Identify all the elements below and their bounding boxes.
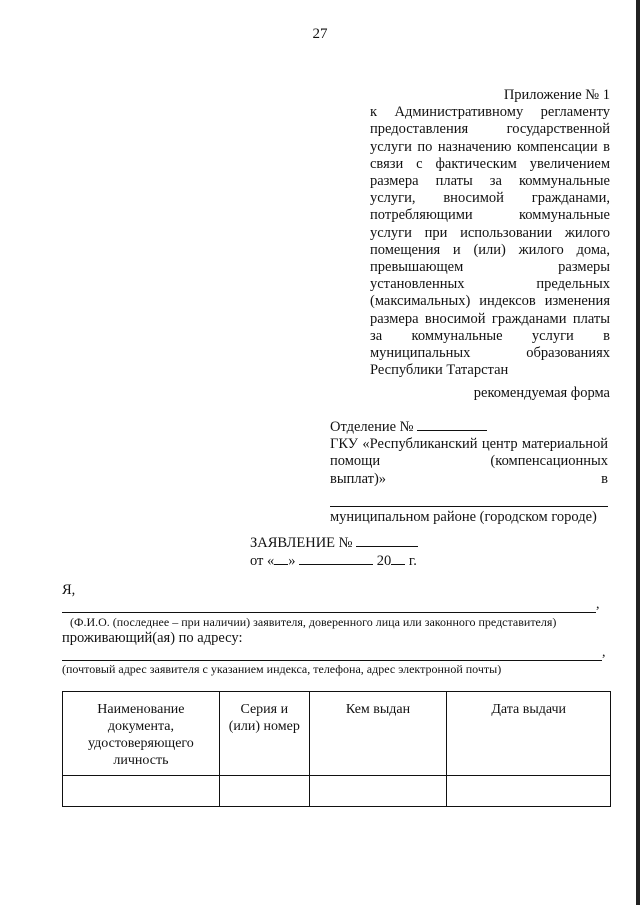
header-issue-date: Дата выдачи (447, 692, 611, 776)
cell-issued-by[interactable] (309, 776, 447, 807)
district-label: муниципальном районе (городском городе) (330, 508, 597, 525)
fio-comma: , (596, 597, 600, 612)
statement-title-row (250, 534, 418, 552)
header-series-number: Серия и (или) номер (219, 692, 309, 776)
address-caption: (почтовый адрес заявителя с указанием индекса, телефона, адрес электронной почты) (62, 662, 502, 676)
identity-document-table (62, 691, 611, 807)
page-edge-scan-line (636, 0, 640, 905)
department-prefix: Отделение № (330, 419, 414, 435)
department-number-row (330, 418, 608, 436)
cell-document-name[interactable] (63, 776, 220, 807)
date-day-field[interactable] (274, 552, 288, 565)
address-comma: , (602, 645, 606, 660)
appendix-body: к Административному регламенту предоставления государственной услуги по назначению компенсации в связи с фактическим увеличением размера платы за коммунальные услуги, вносимой гражданами, потребляющими коммунальные услуги при использовании жилого помещения и (или) жилого дома, превышающем размеры установленных предельных (максимальных) индексов изменения размера вносимой гражданами платы за коммунальные услуги в муниципальных образованиях Республики Татарстан (370, 104, 610, 379)
date-close-quote: » (288, 553, 296, 569)
recommended-form-note: рекомендуемая форма (473, 385, 610, 401)
date-year-field[interactable] (391, 552, 405, 565)
cell-series-number[interactable] (219, 776, 309, 807)
department-name-end (330, 471, 608, 488)
header-issued-by: Кем выдан (309, 692, 447, 776)
applicant-fio-field[interactable] (62, 600, 596, 613)
table-header-row (63, 692, 611, 776)
statement-number-field[interactable] (356, 534, 418, 547)
address-label: проживающий(ая) по адресу: (62, 630, 243, 646)
date-month-field[interactable] (299, 552, 373, 565)
table-row (63, 776, 611, 807)
fio-caption: (Ф.И.О. (последнее – при наличии) заявителя, доверенного лица или законного представителя) (70, 615, 557, 629)
applicant-ya: Я, (62, 582, 76, 598)
date-open-quote: от « (250, 553, 275, 569)
date-year-prefix: 20 (376, 553, 392, 569)
department-number-field[interactable] (417, 418, 487, 431)
date-year-suffix: г. (408, 553, 417, 569)
district-name-field[interactable] (330, 490, 608, 507)
statement-block (250, 534, 418, 570)
header-document-name: Наименование документа, удостоверяющего личность (63, 692, 220, 776)
statement-title: ЗАЯВЛЕНИЕ № (250, 535, 353, 551)
department-name-tail: в (601, 470, 608, 487)
address-field[interactable] (62, 648, 602, 661)
appendix-title: Приложение № 1 (503, 87, 610, 103)
statement-date-row (250, 552, 418, 570)
cell-issue-date[interactable] (447, 776, 611, 807)
department-block (330, 418, 608, 526)
page-number: 27 (312, 26, 328, 42)
department-name-last: выплат)» (330, 470, 387, 487)
department-name: ГКУ «Республиканский центр материальной помощи (компенсационных (330, 436, 608, 470)
appendix-block (370, 87, 610, 379)
